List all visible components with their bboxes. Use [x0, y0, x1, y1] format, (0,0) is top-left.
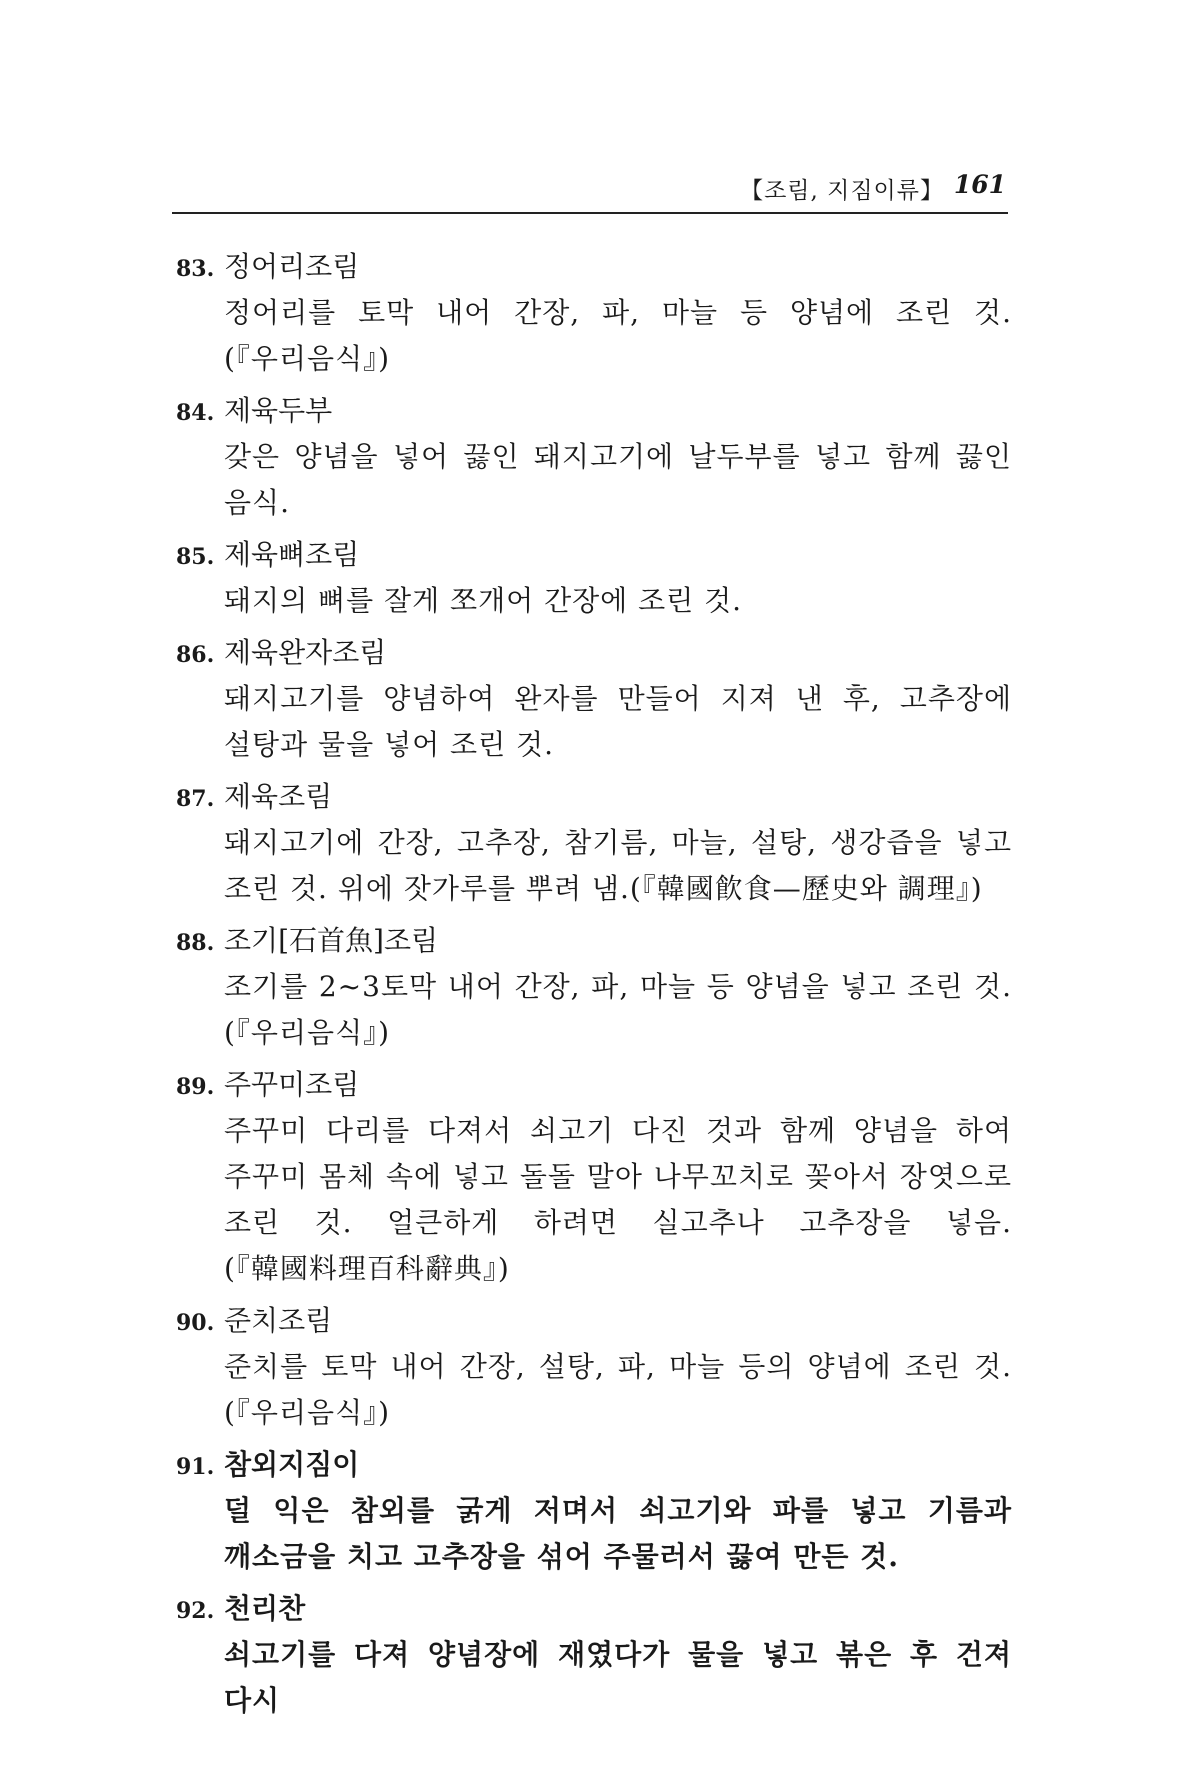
entry-number: 84. [176, 400, 215, 426]
glossary-entries [176, 244, 1012, 1730]
entry-title: 정어리조림 [224, 250, 360, 283]
entry-text: 주꾸미 다리를 다져서 쇠고기 다진 것과 함께 양념을 하여 주꾸미 몸체 속에 넣고 돌돌 말아 나무꼬치로 꽂아서 장엿으로 조린 것. 얼큰하게 하려면 실고추나 고추장을 넣음.(『韓國料理百科辭典』) [224, 1114, 1012, 1285]
entry-text: 정어리를 토막 내어 간장, 파, 마늘 등 양념에 조린 것.(『우리음식』) [224, 296, 1012, 375]
entry-number: 89. [176, 1074, 215, 1100]
entry-number: 85. [176, 544, 215, 570]
entry-number: 91. [176, 1454, 215, 1480]
entry-number: 83. [176, 256, 215, 282]
entry-90 [176, 1298, 1012, 1442]
running-header [172, 168, 1008, 214]
entry-83 [176, 244, 1012, 388]
entry-head [176, 1062, 1012, 1108]
entry-number: 92. [176, 1598, 215, 1624]
entry-text: 돼지의 뼈를 잘게 쪼개어 간장에 조린 것. [224, 584, 743, 617]
entry-text: 덜 익은 참외를 굵게 저며서 쇠고기와 파를 넣고 기름과 깨소금을 치고 고추장을 섞어 주물러서 끓여 만든 것. [224, 1494, 1012, 1573]
entry-title: 주꾸미조림 [224, 1068, 360, 1101]
entry-head [176, 388, 1012, 434]
entry-91 [176, 1442, 1012, 1586]
entry-number: 86. [176, 642, 215, 668]
entry-88 [176, 918, 1012, 1062]
entry-text: 조기를 2~3토막 내어 간장, 파, 마늘 등 양념을 넣고 조린 것.(『우리음식』) [224, 970, 1012, 1049]
section-title: 【조림, 지짐이류】 [740, 178, 944, 204]
entry-84 [176, 388, 1012, 532]
entry-92 [176, 1586, 1012, 1730]
entry-title: 제육두부 [224, 394, 333, 427]
entry-title: 천리찬 [224, 1592, 306, 1625]
entry-head [176, 630, 1012, 676]
entry-86 [176, 630, 1012, 774]
entry-text: 준치를 토막 내어 간장, 설탕, 파, 마늘 등의 양념에 조린 것.(『우리음식』) [224, 1350, 1012, 1429]
entry-head [176, 918, 1012, 964]
entry-head [176, 244, 1012, 290]
entry-title: 준치조림 [224, 1304, 333, 1337]
entry-number: 90. [176, 1310, 215, 1336]
entry-head [176, 1298, 1012, 1344]
entry-title: 제육뼈조림 [224, 538, 360, 571]
entry-head [176, 1586, 1012, 1632]
entry-text: 쇠고기를 다져 양념장에 재였다가 물을 넣고 볶은 후 건져 다시 [224, 1638, 1012, 1717]
entry-87 [176, 774, 1012, 918]
entry-title: 제육완자조림 [224, 636, 387, 669]
entry-text: 돼지고기에 간장, 고추장, 참기름, 마늘, 설탕, 생강즙을 넣고 조린 것. 위에 잣가루를 뿌려 냄.(『韓國飮食—歷史와 調理』) [224, 826, 1012, 905]
entry-number: 88. [176, 930, 215, 956]
entry-text: 돼지고기를 양념하여 완자를 만들어 지져 낸 후, 고추장에 설탕과 물을 넣어 조린 것. [224, 682, 1012, 761]
entry-title: 조기[石首魚]조림 [224, 924, 439, 957]
entry-85 [176, 532, 1012, 630]
page-number: 161 [953, 170, 1006, 199]
entry-head [176, 1442, 1012, 1488]
entry-text: 갖은 양념을 넣어 끓인 돼지고기에 날두부를 넣고 함께 끓인 음식. [224, 440, 1012, 519]
entry-title: 제육조림 [224, 780, 333, 813]
entry-title: 참외지짐이 [224, 1448, 360, 1481]
entry-89 [176, 1062, 1012, 1298]
entry-head [176, 532, 1012, 578]
entry-head [176, 774, 1012, 820]
entry-number: 87. [176, 786, 215, 812]
